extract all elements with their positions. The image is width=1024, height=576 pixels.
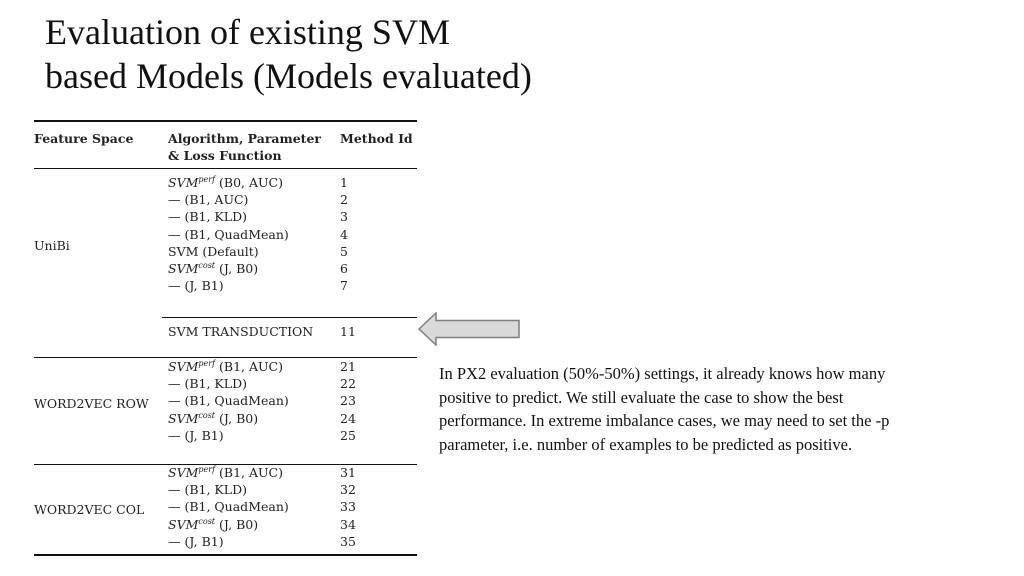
algorithm-name: SVM xyxy=(168,261,199,276)
group-rule-word2vec-row xyxy=(34,357,417,358)
algorithm-name: SVM xyxy=(168,175,199,190)
algorithm-name: SVM xyxy=(168,359,199,374)
algorithm-cell xyxy=(168,427,224,444)
slide-title-line-2: based Models (Models evaluated) xyxy=(45,56,532,96)
algorithm-params: (J, B0) xyxy=(215,410,259,426)
method-id-cell: 25 xyxy=(340,427,356,443)
header-bottom-rule xyxy=(34,168,417,169)
algorithm-name: SVM xyxy=(168,410,199,426)
method-id-cell: 34 xyxy=(340,516,356,532)
algorithm-cell xyxy=(168,208,247,225)
method-id-cell: 4 xyxy=(340,226,348,242)
method-id-cell: 24 xyxy=(340,410,356,426)
method-id-cell: 3 xyxy=(340,209,348,225)
algorithm-params: — (J, B1) xyxy=(168,427,224,443)
algorithm-superscript: cost xyxy=(198,410,216,420)
algorithm-name: SVM xyxy=(168,516,199,532)
algorithm-cell xyxy=(168,498,289,515)
algorithm-name: SVM xyxy=(168,465,199,480)
method-id-cell: 35 xyxy=(340,533,356,549)
slide-title xyxy=(45,10,532,98)
algorithm-superscript: perf xyxy=(198,465,216,474)
method-id-cell: 33 xyxy=(340,499,356,515)
algorithm-cell xyxy=(168,226,289,243)
algorithm-params: (B0, AUC) xyxy=(215,175,283,190)
algorithm-params: (B1, AUC) xyxy=(215,359,283,374)
algorithm-cell xyxy=(168,481,247,498)
header-algorithm-line-1: Algorithm, Parameter xyxy=(168,131,321,146)
algorithm-superscript: perf xyxy=(198,175,216,184)
algorithm-cell xyxy=(168,516,258,533)
algorithm-superscript: cost xyxy=(198,516,216,526)
feature-space-label: WORD2VEC COL xyxy=(34,502,145,517)
table-bottom-rule xyxy=(34,554,417,556)
algorithm-params: — (B1, QuadMean) xyxy=(168,393,289,409)
algorithm-params: — (J, B1) xyxy=(168,278,224,294)
algorithm-params: — (B1, KLD) xyxy=(168,209,247,225)
algorithm-params: (J, B0) xyxy=(215,516,259,532)
algorithm-cell xyxy=(168,191,248,208)
feature-space-label: UniBi xyxy=(34,238,70,253)
method-id-cell: 7 xyxy=(340,278,348,294)
algorithm-cell xyxy=(168,410,258,427)
algorithm-cell xyxy=(168,392,289,409)
left-arrow-icon xyxy=(418,312,522,346)
algorithm-params: — (B1, QuadMean) xyxy=(168,226,289,242)
header-feature-space: Feature Space xyxy=(34,131,134,146)
header-method-id: Method Id xyxy=(340,131,413,146)
method-id-cell: 21 xyxy=(340,359,356,374)
algorithm-params: (J, B0) xyxy=(215,261,259,276)
algorithm-params: SVM TRANSDUCTION xyxy=(168,324,314,339)
group-rule-word2vec-col xyxy=(34,464,417,465)
algorithm-cell xyxy=(168,375,247,392)
algorithm-cell xyxy=(168,533,224,550)
method-id-cell: 31 xyxy=(340,465,356,480)
algorithm-superscript: cost xyxy=(198,261,216,270)
algorithm-params: — (B1, QuadMean) xyxy=(168,499,289,515)
algorithm-cell xyxy=(168,174,283,191)
algorithm-cell xyxy=(168,243,259,260)
method-id-cell: 23 xyxy=(340,393,356,409)
algorithm-cell xyxy=(168,464,283,481)
algorithm-params: — (J, B1) xyxy=(168,533,224,549)
method-id-cell: 22 xyxy=(340,376,356,392)
slide-title-line-1: Evaluation of existing SVM xyxy=(45,12,450,52)
table-top-rule xyxy=(34,120,417,122)
algorithm-params: — (B1, AUC) xyxy=(168,192,249,208)
algorithm-cell xyxy=(168,277,224,294)
transduction-top-rule xyxy=(162,317,417,318)
algorithm-params: (B1, AUC) xyxy=(215,465,283,480)
method-id-cell: 32 xyxy=(340,482,356,498)
method-id-cell: 1 xyxy=(340,175,348,190)
algorithm-params: — (B1, KLD) xyxy=(168,482,247,498)
method-id-cell: 2 xyxy=(340,192,348,208)
algorithm-params: SVM (Default) xyxy=(168,243,259,259)
algorithm-cell xyxy=(168,323,313,340)
explanation-note: In PX2 evaluation (50%-50%) settings, it already knows how many positive to predict. We still evaluate the case to show the best performance. In extreme imbalance cases, we may need to set the -p parameter, i.e. number of examples to be predicted as positive. xyxy=(439,364,890,454)
algorithm-cell xyxy=(168,260,258,277)
method-id-cell: 5 xyxy=(340,243,348,259)
algorithm-params: — (B1, KLD) xyxy=(168,376,247,392)
feature-space-label: WORD2VEC ROW xyxy=(34,396,149,411)
algorithm-cell xyxy=(168,358,283,375)
header-algorithm-line-2: & Loss Function xyxy=(168,148,282,163)
algorithm-superscript: perf xyxy=(198,359,216,368)
method-id-cell: 6 xyxy=(340,261,348,276)
method-id-cell: 11 xyxy=(340,324,356,339)
